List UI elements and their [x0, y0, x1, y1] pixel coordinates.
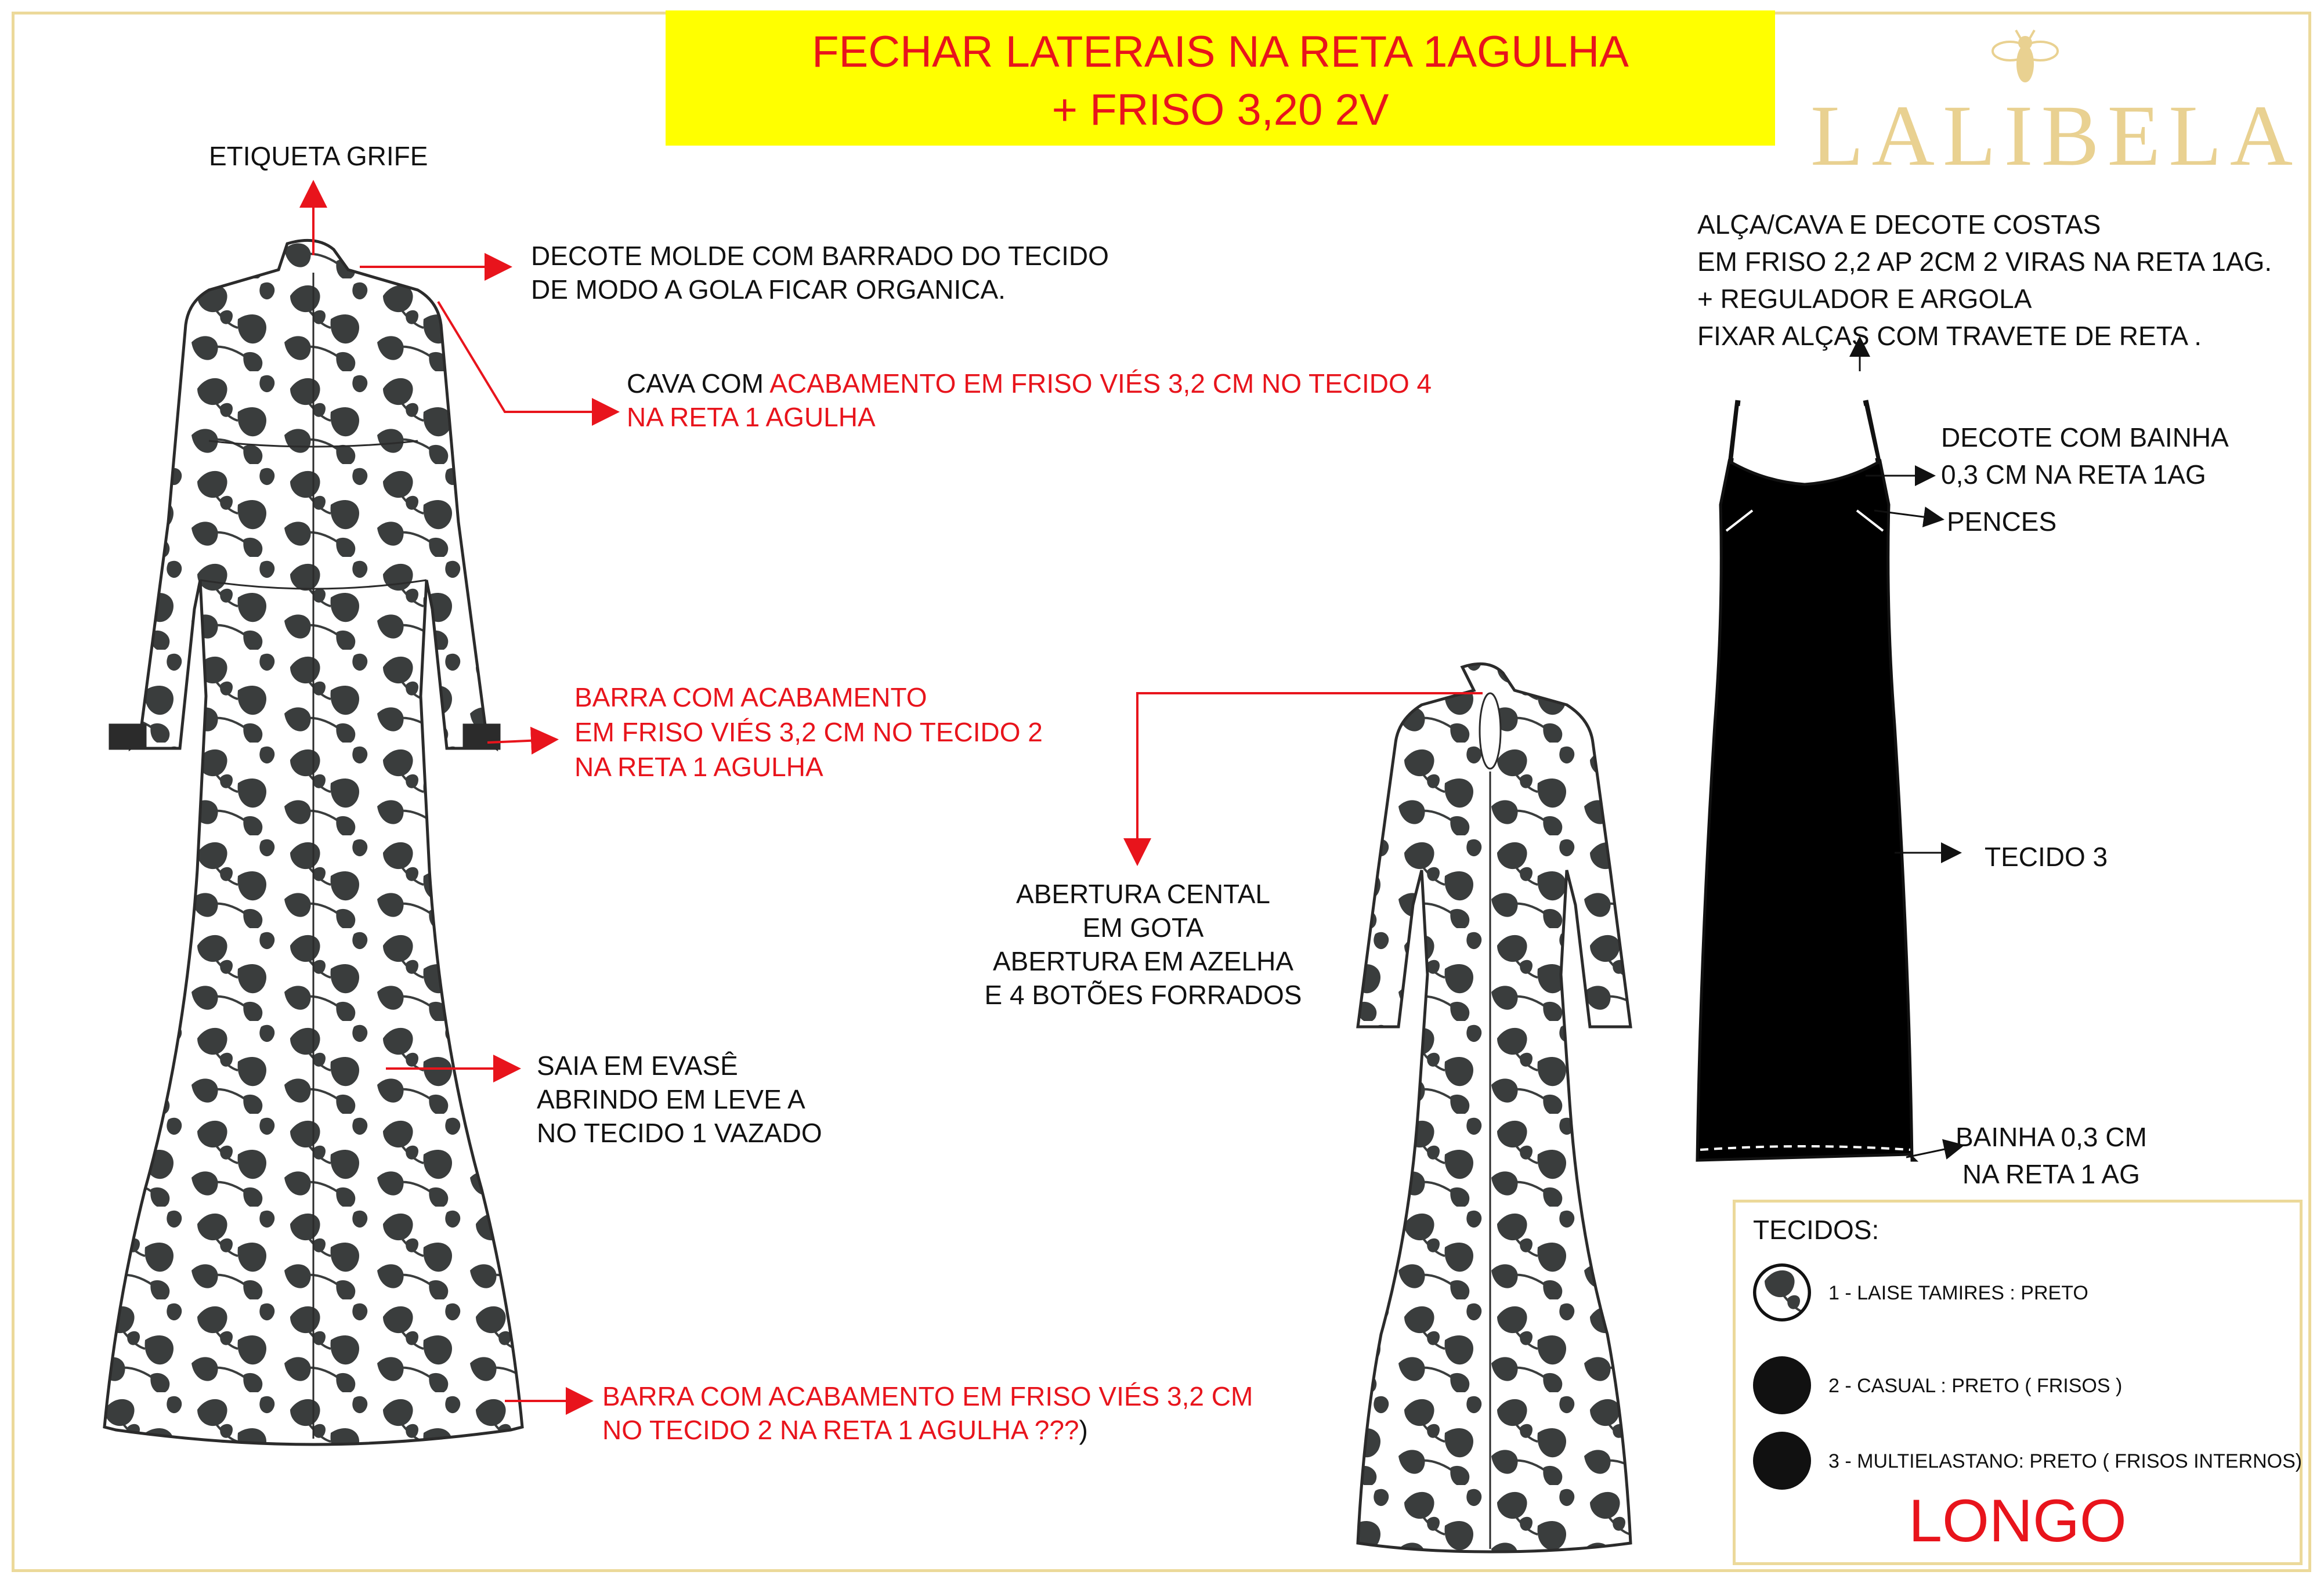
note-bainha-line-2: NA RETA 1 AG	[1962, 1159, 2140, 1189]
note-bainha	[1956, 1118, 2147, 1193]
note-saia-line-2: ABRINDO EM LEVE A	[537, 1084, 805, 1114]
note-decote-line-2: DE MODO A GOLA FICAR ORGANICA.	[531, 274, 1006, 305]
note-decote-bainha-line-1: DECOTE COM BAINHA	[1941, 422, 2229, 452]
back-dress-drawing	[1358, 664, 1631, 1552]
note-cava-prefix: CAVA COM	[627, 368, 770, 399]
note-barra-manga-line-2: EM FRISO VIÉS 3,2 CM NO TECIDO 2	[574, 717, 1043, 747]
note-barra-manga-line-3: NA RETA 1 AGULHA	[574, 752, 823, 782]
fabric-legend-title: TECIDOS:	[1753, 1215, 1880, 1245]
note-decote-bainha-line-2: 0,3 CM NA RETA 1AG	[1941, 459, 2206, 490]
note-abertura-line-4: E 4 BOTÕES FORRADOS	[984, 980, 1302, 1010]
note-tecido-3: TECIDO 3	[1985, 842, 2108, 872]
note-barra-saia-line-2: NO TECIDO 2 NA RETA 1 AGULHA ???	[602, 1415, 1079, 1445]
fabric-item-2-label: 2 - CASUAL : PRETO ( FRISOS )	[1828, 1375, 2123, 1397]
front-dress-drawing	[104, 240, 522, 1444]
note-saia-line-1: SAIA EM EVASÊ	[537, 1051, 738, 1081]
note-alca-line-2: EM FRISO 2,2 AP 2CM 2 VIRAS NA RETA 1AG.	[1697, 247, 2272, 277]
note-saia-line-3: NO TECIDO 1 VAZADO	[537, 1118, 822, 1148]
fabric-legend	[1733, 1200, 2303, 1565]
label-etiqueta: ETIQUETA GRIFE	[209, 141, 428, 171]
note-cava	[627, 367, 1432, 434]
solid-black-swatch-icon	[1753, 1356, 1811, 1414]
fabric-item-1	[1753, 1263, 2298, 1327]
fabric-item-2	[1753, 1356, 2298, 1420]
note-saia	[537, 1049, 822, 1150]
note-barra-saia-line-1: BARRA COM ACABAMENTO EM FRISO VIÉS 3,2 CM	[602, 1381, 1253, 1411]
slip-dress-drawing	[1697, 400, 1915, 1160]
solid-black-swatch-icon	[1753, 1432, 1811, 1490]
note-decote-bainha	[1941, 419, 2229, 493]
fabric-item-1-label: 1 - LAISE TAMIRES : PRETO	[1828, 1282, 2088, 1304]
note-abertura-line-2: EM GOTA	[1082, 913, 1204, 943]
note-alca-line-1: ALÇA/CAVA E DECOTE COSTAS	[1697, 209, 2101, 240]
fabric-item-3-label: 3 - MULTIELASTANO: PRETO ( FRISOS INTERNOS)	[1828, 1450, 2303, 1472]
brand-name: LALIBELA	[1810, 88, 2301, 184]
note-alca-line-3: + REGULADOR E ARGOLA	[1697, 284, 2032, 314]
note-abertura	[966, 877, 1320, 1012]
note-pences: PENCES	[1947, 506, 2057, 537]
note-abertura-line-3: ABERTURA EM AZELHA	[992, 946, 1294, 976]
note-abertura-line-1: ABERTURA CENTAL	[1016, 879, 1270, 909]
style-name: LONGO	[1909, 1487, 2127, 1555]
note-decote-line-1: DECOTE MOLDE COM BARRADO DO TECIDO	[531, 241, 1109, 271]
note-barra-manga	[574, 680, 1043, 784]
header-line-2: + FRISO 3,20 2V	[1051, 85, 1389, 135]
note-alca	[1697, 206, 2272, 354]
note-barra-saia	[602, 1379, 1253, 1447]
fabric-item-3	[1753, 1432, 2303, 1496]
note-cava-red-2: NA RETA 1 AGULHA	[627, 402, 876, 432]
note-bainha-line-1: BAINHA 0,3 CM	[1956, 1122, 2147, 1152]
note-barra-saia-paren: )	[1079, 1415, 1088, 1445]
note-barra-manga-line-1: BARRA COM ACABAMENTO	[574, 682, 927, 712]
note-decote	[531, 239, 1109, 306]
note-alca-line-4: FIXAR ALÇAS COM TRAVETE DE RETA .	[1697, 321, 2202, 351]
note-cava-red-1: ACABAMENTO EM FRISO VIÉS 3,2 CM NO TECIDO 4	[769, 368, 1432, 399]
header-line-1: FECHAR LATERAIS NA RETA 1AGULHA	[812, 27, 1629, 77]
floral-swatch-icon	[1753, 1263, 1811, 1321]
